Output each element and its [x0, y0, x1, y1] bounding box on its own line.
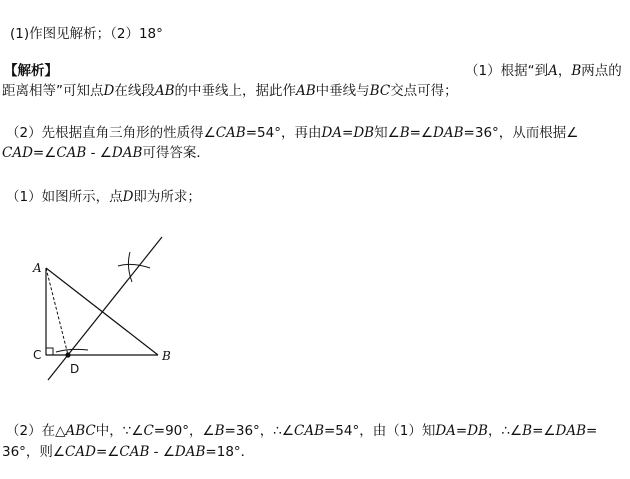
label-C: C: [33, 348, 42, 362]
text-span: 中，∵∠: [95, 423, 144, 439]
text-span: =36°，∴∠: [224, 423, 294, 439]
text-span: ，: [557, 63, 572, 79]
text-span: 中垂线与: [315, 83, 370, 99]
text-span: =∠: [409, 125, 434, 141]
answer-part2-mark: （2）: [110, 26, 139, 42]
arc-mark-top: [118, 264, 150, 268]
text-span: =: [586, 423, 598, 439]
math-var: CAB: [293, 423, 324, 439]
math-var: B: [522, 423, 533, 439]
answer-part1-text: 作图见解析；: [29, 26, 111, 42]
segment-AD-dashed: [46, 268, 68, 355]
solution-s2-line1: [6, 419, 597, 439]
text-span: 的中垂线上，据此作: [174, 83, 296, 99]
math-var: B: [399, 125, 410, 141]
text-span: （1）根据“到: [465, 63, 549, 79]
math-var: DAB: [174, 444, 206, 460]
solution-s2-line2: [2, 440, 254, 460]
text-span: （2）在△: [6, 423, 66, 439]
math-var: CAB: [119, 444, 150, 460]
text-span: 知∠: [374, 125, 400, 141]
text-span: 36°，则∠: [2, 444, 66, 460]
math-var: B: [214, 423, 225, 439]
label-D: D: [70, 362, 80, 376]
text-span: - ∠: [86, 145, 112, 161]
right-angle-mark: [46, 348, 53, 355]
math-var: D: [122, 189, 134, 205]
label-B: B: [162, 349, 171, 363]
math-var: CAD: [2, 145, 33, 161]
text-span: =∠: [32, 145, 57, 161]
math-var: DB: [353, 125, 375, 141]
text-span: 可得答案．: [142, 145, 210, 161]
math-var: DA: [321, 125, 343, 141]
math-var: A: [548, 63, 558, 79]
label-A: A: [33, 261, 42, 275]
text-span: =: [342, 125, 354, 141]
math-var: DAB: [555, 423, 587, 439]
analysis-heading: 【解析】: [4, 63, 58, 79]
arc-mark-top-2: [128, 252, 132, 282]
math-var: BC: [369, 83, 391, 99]
text-span: （2）先根据直角三角形的性质得∠: [6, 125, 216, 141]
math-var: CAB: [215, 125, 246, 141]
text-span: =18°．: [205, 444, 255, 460]
math-var: DAB: [433, 125, 464, 141]
answer-part1-mark: (1): [10, 26, 30, 42]
math-var: DB: [467, 423, 488, 439]
math-var: C: [143, 423, 154, 439]
math-var: B: [571, 63, 582, 79]
text-span: =54°，由（1）知: [323, 423, 436, 439]
text-span: =36°，从而根据∠: [463, 125, 579, 141]
text-span: =54°，再由: [245, 125, 322, 141]
text-span: =: [455, 423, 468, 439]
math-var: AB: [154, 83, 175, 99]
text-span: 交点可得；: [390, 83, 458, 99]
text-span: 在线段: [114, 83, 155, 99]
point-D: [65, 352, 70, 357]
math-var: AB: [296, 83, 316, 99]
text-span: 即为所求；: [133, 189, 201, 205]
text-span: （1）如图所示，点: [6, 189, 123, 205]
text-span: =∠: [95, 444, 120, 460]
math-var: CAB: [56, 145, 87, 161]
math-var: ABC: [65, 423, 96, 439]
math-var: DAB: [111, 145, 143, 161]
text-span: 距离相等”可知点: [2, 83, 104, 99]
text-span: ，∴∠: [487, 423, 523, 439]
text-span: 两点的: [581, 63, 622, 79]
answer-part2-text: 18°: [138, 26, 163, 42]
text-span: - ∠: [149, 444, 175, 460]
text-span: =90°，∠: [153, 423, 215, 439]
math-var: CAD: [65, 444, 96, 460]
math-var: D: [103, 83, 115, 99]
perpendicular-bisector: [48, 237, 162, 380]
math-var: DA: [435, 423, 456, 439]
text-span: =∠: [532, 423, 556, 439]
